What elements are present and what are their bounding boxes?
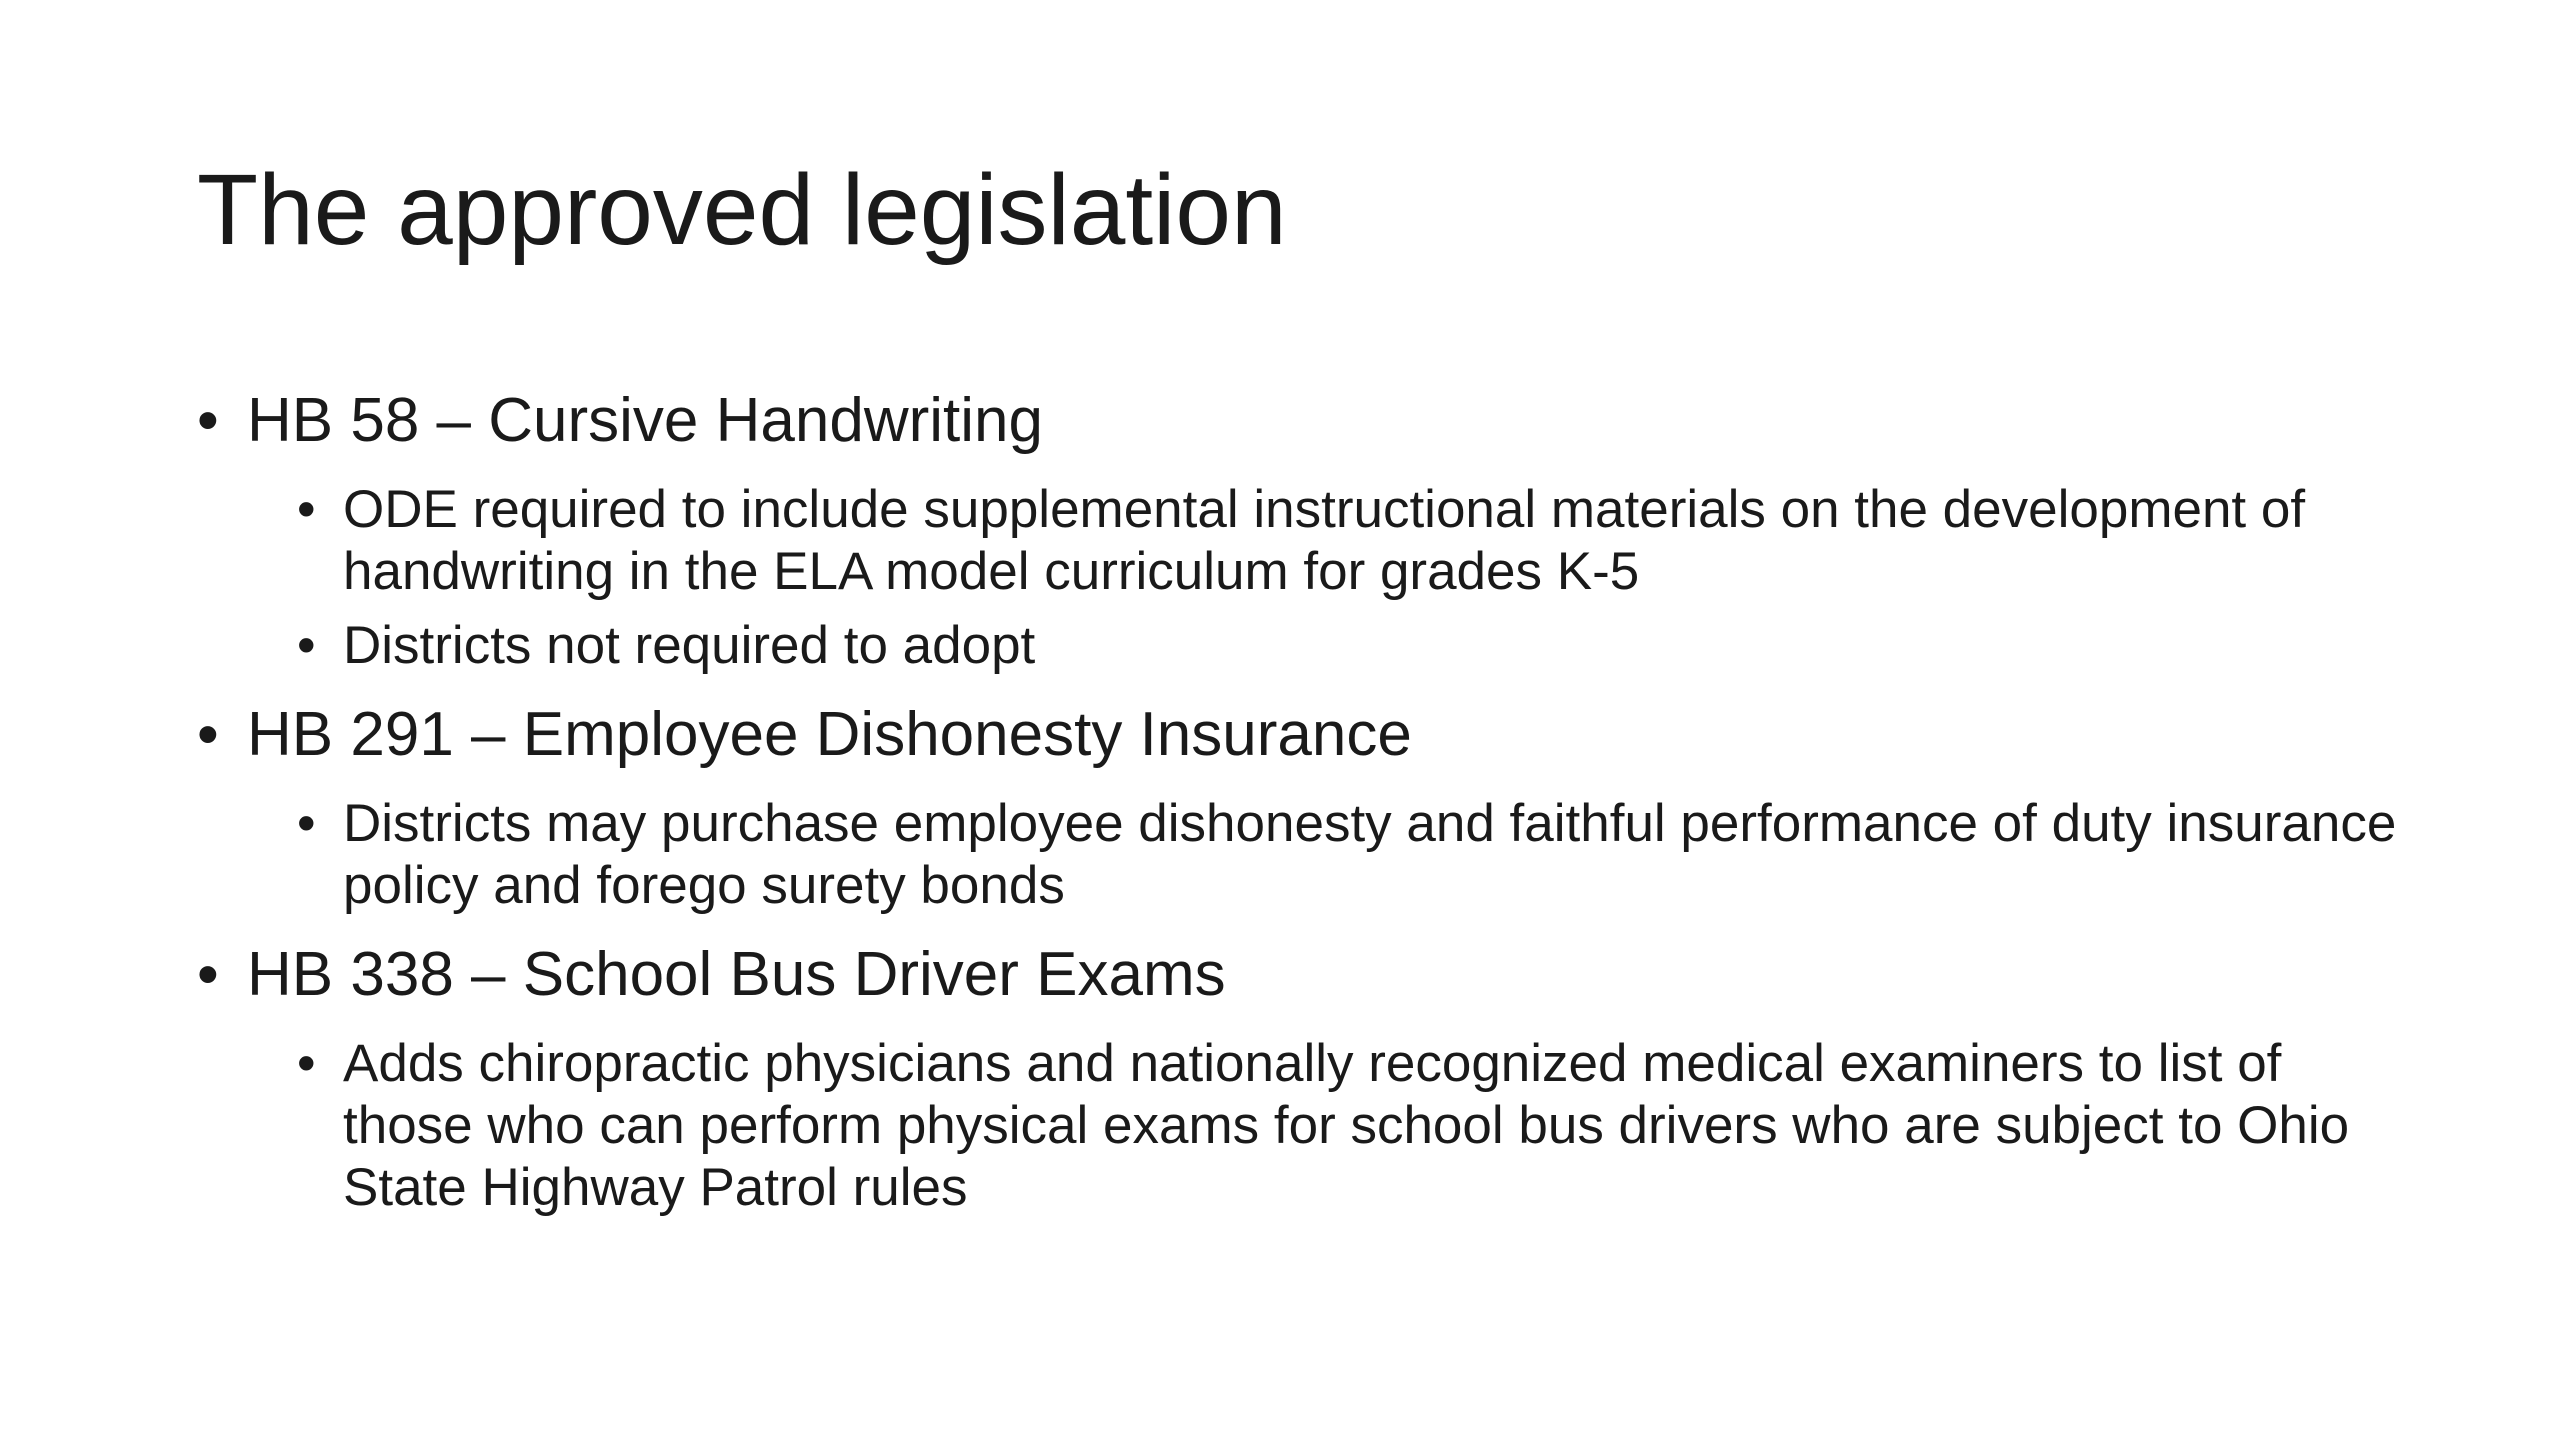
sub-bullet-item [297,615,2397,677]
bullet-icon: • [197,700,219,769]
sub-bullet-item-text: Adds chiropractic physicians and nationally recognized medical examiners to list of those who can perform physical exams for school bus drivers who are subject to Ohio State Highway Patrol rules [343,1034,2350,1217]
slide-title: The approved legislation [197,154,1287,266]
sub-bullet-item [297,793,2397,917]
sub-bullet-item [297,479,2397,603]
bullet-icon: • [297,1034,316,1093]
bullet-item-label: HB 58 – Cursive Handwriting [247,386,1044,455]
bullet-item-label: HB 291 – Employee Dishonesty Insurance [247,700,1412,769]
bullet-icon: • [197,386,219,455]
bullet-group-hb338 [197,939,2397,1219]
sub-bullet-item-text: ODE required to include supplemental instructional materials on the development of handwriting in the ELA model curriculum for grades K-5 [343,480,2306,601]
sub-bullet-item-text: Districts may purchase employee dishonesty and faithful performance of duty insurance policy and forego surety bonds [343,794,2397,915]
sub-bullet-item-text: Districts not required to adopt [343,616,1036,675]
bullet-icon: • [297,794,316,853]
bullet-icon: • [297,480,316,539]
bullet-item [197,939,2397,1011]
bullet-list [197,385,2397,1241]
bullet-group-hb291 [197,699,2397,917]
bullet-item [197,699,2397,771]
bullet-item-label: HB 338 – School Bus Driver Exams [247,940,1226,1009]
bullet-icon: • [297,616,316,675]
bullet-item [197,385,2397,457]
bullet-group-hb58 [197,385,2397,677]
bullet-icon: • [197,940,219,1009]
sub-bullet-item [297,1033,2397,1219]
